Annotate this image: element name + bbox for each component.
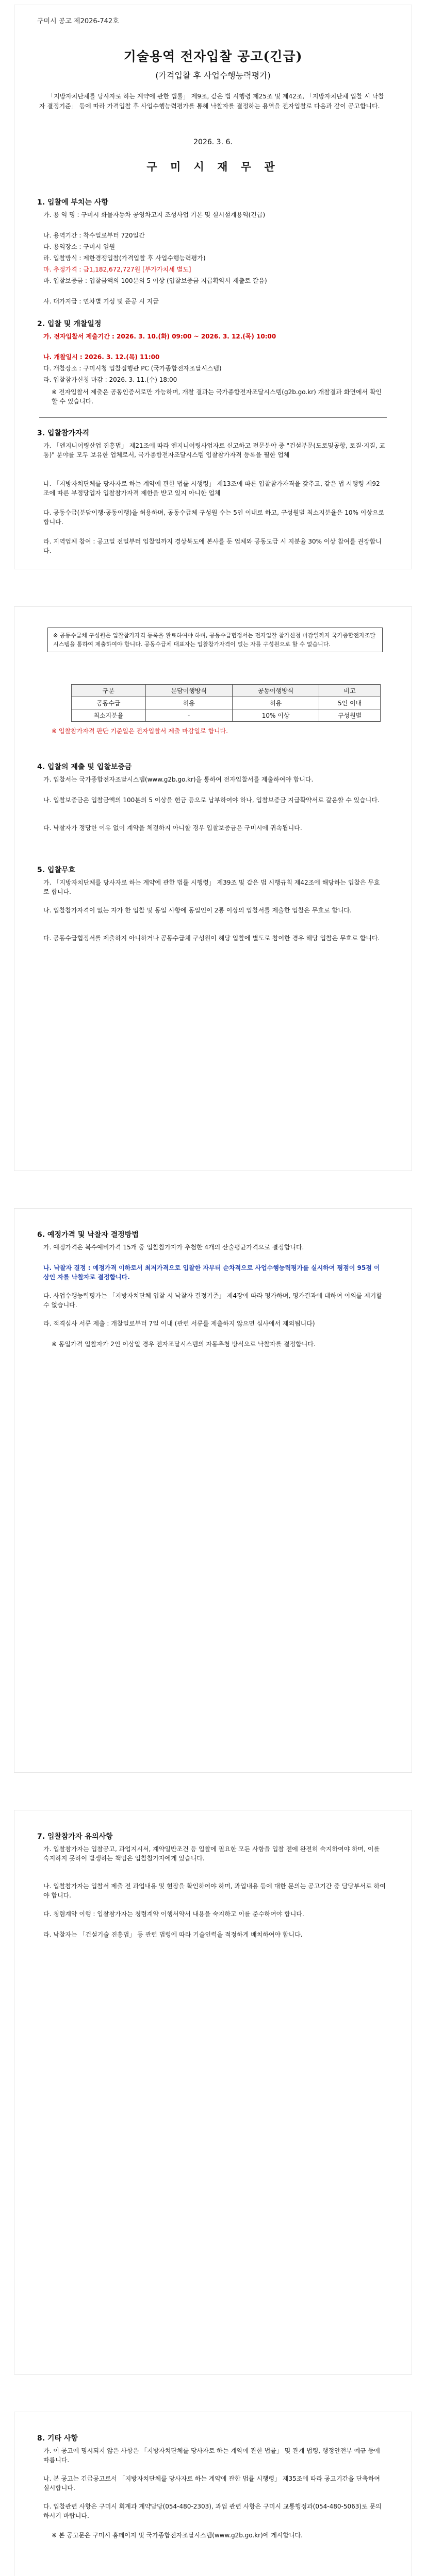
table-row	[72, 697, 381, 709]
page-5	[14, 2412, 412, 2576]
service-location: 다. 용역장소 : 구미시 일원	[43, 243, 116, 250]
tie-breaker-note: ※ 동일가격 입찰자가 2인 이상일 경우 전자조달시스템의 자동추첨 방식으로 낙찰자를 결정합니다.	[52, 1341, 316, 1348]
bid-bond-forfeit: 다. 낙찰자가 정당한 이유 없이 계약을 체결하지 아니할 경우 입찰보증금은 구미시에 귀속됩니다.	[43, 824, 302, 832]
opening-datetime: 나. 개찰일시 : 2026. 3. 12.(목) 11:00	[43, 353, 160, 361]
section-3-heading: 3. 입찰참가자격	[37, 429, 90, 437]
section-1-heading: 1. 입찰에 부치는 사항	[37, 198, 108, 207]
estimated-price-method: 가. 예정가격은 복수예비가격 15개 중 입찰참가자가 추첨한 4개의 산술평균가격으로 결정합니다.	[43, 1244, 304, 1251]
misc-c: 다. 입찰관련 사항은 구미시 회계과 계약담당(054-480-2303), 과업 관련 사항은 구미시 교통행정과(054-480-5063)로 문의하시기 바랍니다.	[43, 2503, 382, 2519]
section-8-heading: 8. 기타 사항	[37, 2434, 78, 2443]
award-method: 나. 낙찰자 결정 : 예정가격 이하로서 최저가격으로 입찰한 자부터 순차적으로 사업수행능력평가를 실시하여 평점이 95점 이상인 자를 낙찰자로 결정합니다.	[43, 1264, 380, 1281]
section-6-heading: 6. 예정가격 및 낙찰자 결정방법	[37, 1231, 139, 1239]
caution-a: 가. 입찰참가자는 입찰공고, 과업지시서, 계약일반조건 등 입찰에 필요한 모든 사항을 입찰 전에 완전히 숙지하여야 하며, 이를 숙지하지 못하여 발생하는 책임은 입찰참가자에게 있습니다.	[43, 1845, 380, 1862]
page-3	[14, 1209, 412, 1772]
section-4-heading: 4. 입찰의 제출 및 입찰보증금	[37, 763, 132, 771]
table-cell: -	[145, 709, 232, 722]
intro-paragraph: 「지방자치단체를 당사자로 하는 계약에 관한 법률」 제9조, 같은 법 시행령 제25조 및 제42조, 「지방자치단체 입찰 시 낙찰자 결정기준」 등에 따라 가격입찰 후 사업수행능력평가를 통해 낙찰자를 결정하는 용역을 전자입찰로 다음과 같이 공고합니다.	[39, 93, 384, 110]
evaluation-criteria: 다. 사업수행능력평가는 「지방자치단체 입찰 시 낙찰자 결정기준」 제4장에 따라 평가하며, 평가결과에 대하여 이의를 제기할 수 없습니다.	[43, 1292, 382, 1309]
table-cell: 허용	[145, 697, 232, 709]
table-cell: 구성원별	[319, 709, 381, 722]
submission-note: ※ 전자입찰서 제출은 공동인증서로만 가능하며, 개찰 결과는 국가종합전자조달시스템(g2b.go.kr) 개찰결과 화면에서 확인할 수 있습니다.	[52, 388, 382, 405]
document-number: 구미시 공고 제2026-742호	[37, 18, 119, 25]
bid-submission-rule: 가. 입찰서는 국가종합전자조달시스템(www.g2b.go.kr)을 통하여 전자입찰서를 제출하여야 합니다.	[43, 776, 314, 783]
estimated-price: 마. 추정가격 : 금1,182,672,727원 [부가가치세 별도]	[43, 266, 191, 273]
joint-contract-table	[71, 684, 381, 722]
page-1	[14, 5, 412, 569]
bid-bond-rule: 나. 입찰보증금은 입찰금액의 100분의 5 이상을 현금 등으로 납부하여야 하나, 입찰보증금 지급확약서로 갈음할 수 있습니다.	[43, 796, 380, 804]
caution-c: 다. 청렴계약 이행 : 입찰참가자는 청렴계약 이행서약서 내용을 숙지하고 이를 준수하여야 합니다.	[43, 1910, 304, 1918]
bid-method: 라. 입찰방식 : 제한경쟁입찰(가격입찰 후 사업수행능력평가)	[43, 255, 206, 262]
section-5-heading: 5. 입찰무효	[37, 866, 76, 874]
bid-submission-period: 가. 전자입찰서 제출기간 : 2026. 3. 10.(화) 09:00 ~ 2026. 3. 12.(목) 10:00	[43, 333, 276, 340]
misc-b: 나. 본 공고는 긴급공고로서 「지방자치단체를 당사자로 하는 계약에 관한 법률 시행령」 제35조에 따라 공고기간을 단축하여 실시합니다.	[43, 2475, 380, 2492]
payment-terms: 사. 대가지급 : 연차별 기성 및 준공 시 지급	[43, 298, 159, 305]
qualification-note: ※ 입찰참가자격 판단 기준일은 전자입찰서 제출 마감일로 합니다.	[52, 727, 228, 735]
section-7-heading: 7. 입찰참가자 유의사항	[37, 1833, 113, 1841]
table-row	[72, 709, 381, 722]
registration-deadline: 라. 입찰참가신청 마감 : 2026. 3. 11.(수) 18:00	[43, 376, 177, 383]
qualification-c: 다. 공동수급(분담이행·공동이행)을 허용하며, 공동수급체 구성원 수는 5인 이내로 하고, 구성원별 최소지분율은 10% 이상으로 합니다.	[43, 509, 385, 526]
invalid-bid-c: 다. 공동수급협정서를 제출하지 아니하거나 공동수급체 구성원이 해당 입찰에 별도로 참여한 경우 해당 입찰은 무효로 합니다.	[43, 935, 380, 942]
notice-title: 기술용역 전자입찰 공고(긴급)	[123, 49, 303, 64]
table-cell: 10% 이상	[232, 709, 319, 722]
notice-date: 2026. 3. 6.	[193, 138, 233, 146]
table-header: 공동이행방식	[232, 685, 319, 697]
misc-a: 가. 이 공고에 명시되지 않은 사항은 「지방자치단체를 당사자로 하는 계약에 관한 법률」 및 관계 법령, 행정안전부 예규 등에 따릅니다.	[43, 2447, 380, 2464]
table-cell: 허용	[232, 697, 319, 709]
qualification-a: 가. 「엔지니어링산업 진흥법」 제21조에 따라 엔지니어링사업자로 신고하고 전문분야 중 "건설부문(도로및공항, 토질·지질, 교통)" 분야를 모두 보유한 업체로서, 국가종합전자조달시스템 입찰참가자격 등록을 필한 업체	[43, 442, 386, 459]
table-cell: 공동수급	[72, 697, 146, 709]
section-2-heading: 2. 입찰 및 개찰일정	[37, 320, 102, 328]
issuing-organization: 구 미 시 재 무 관	[146, 161, 280, 173]
service-name: 가. 용 역 명 : 구미시 화물자동차 공영차고지 조성사업 기본 및 실시설계용역(긴급)	[43, 211, 266, 218]
joint-contract-notice-box: ※ 공동수급체 구성원은 입찰참가자격 등록을 완료하여야 하며, 공동수급협정서는 전자입찰 참가신청 마감일까지 국가종합전자조달시스템을 통하여 제출하여야 합니다. 공동수급체 대표자는 입찰참가자격이 없는 자를 구성원으로 할 수 없습니다.	[47, 628, 383, 652]
notice-subtitle: (가격입찰 후 사업수행능력평가)	[155, 71, 271, 80]
table-header: 비고	[319, 685, 381, 697]
bid-bond: 바. 입찰보증금 : 입찰금액의 100분의 5 이상 (입찰보증금 지급확약서 제출로 갈음)	[43, 277, 267, 284]
document-deadline: 라. 적격심사 서류 제출 : 개찰일로부터 7일 이내 (관련 서류를 제출하지 않으면 심사에서 제외됩니다)	[43, 1320, 315, 1327]
qualification-b: 나. 「지방자치단체를 당사자로 하는 계약에 관한 법률 시행령」 제13조에 따른 입찰참가자격을 갖추고, 같은 법 시행령 제92조에 따른 부정당업자 입찰참가자격 제한을 받고 있지 아니한 업체	[43, 480, 380, 497]
invalid-bid-b: 나. 입찰참가자격이 없는 자가 한 입찰 및 동일 사항에 동일인이 2통 이상의 입찰서를 제출한 입찰은 무효로 합니다.	[43, 907, 352, 914]
opening-place: 다. 개찰장소 : 구미시청 입찰집행관 PC (국가종합전자조달시스템)	[43, 365, 222, 372]
invalid-bid-a: 가. 「지방자치단체를 당사자로 하는 계약에 관한 법률 시행령」 제39조 및 같은 법 시행규칙 제42조에 해당하는 입찰은 무효로 합니다.	[43, 879, 380, 895]
caution-b: 나. 입찰참가자는 입찰서 제출 전 과업내용 및 현장을 확인하여야 하며, 과업내용 등에 대한 문의는 공고기간 중 담당부서로 하여야 합니다.	[43, 1883, 386, 1899]
caution-d: 라. 낙찰자는 「건설기술 진흥법」 등 관련 법령에 따라 기술인력을 적정하게 배치하여야 합니다.	[43, 1931, 303, 1938]
page-4	[14, 1810, 412, 2374]
divider	[39, 417, 387, 418]
service-period: 나. 용역기간 : 착수일로부터 720일간	[43, 232, 145, 239]
table-header: 분담이행방식	[145, 685, 232, 697]
table-header: 구분	[72, 685, 146, 697]
table-cell: 5인 이내	[319, 697, 381, 709]
page-2	[14, 607, 412, 1171]
posting-note: ※ 본 공고문은 구미시 홈페이지 및 국가종합전자조달시스템(www.g2b.go.kr)에 게시합니다.	[52, 2532, 303, 2539]
table-cell: 최소지분율	[72, 709, 146, 722]
qualification-d: 라. 지역업체 참여 : 공고일 전일부터 입찰일까지 경상북도에 본사를 둔 업체와 공동도급 시 지분율 30% 이상 참여를 권장합니다.	[43, 538, 382, 554]
